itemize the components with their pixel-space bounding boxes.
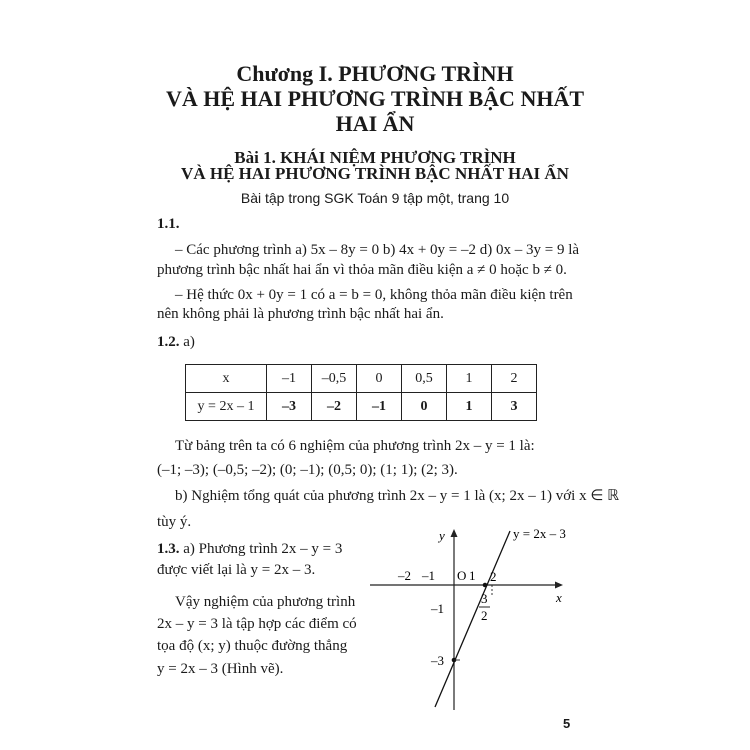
table-cell: 2 (492, 365, 537, 393)
values-table (185, 364, 537, 421)
x-tick-label: –1 (422, 568, 435, 583)
ex1-2-line2: (–1; –3); (–0,5; –2); (0; –1); (0,5; 0); (1; 1); (2; 3). (157, 462, 458, 478)
x-tick-label: 1 (469, 568, 476, 583)
lesson-title-line1: Bài 1. KHÁI NIỆM PHƯƠNG TRÌNH (234, 148, 516, 167)
exercise-1-2-part-a: a) (183, 334, 195, 350)
root-denominator: 2 (481, 608, 488, 623)
ex1-2-line4: tùy ý. (157, 514, 192, 530)
exercise-1-1-label: 1.1. (157, 216, 180, 232)
table-row-y (186, 393, 537, 421)
point-x-intercept (483, 583, 488, 588)
y-tick-label: –3 (431, 653, 444, 668)
ex1-3-line5: tọa độ (x; y) thuộc đường thẳng (157, 638, 348, 654)
ex1-3-line6: y = 2x – 3 (Hình vẽ). (157, 661, 284, 677)
table-cell: –2 (312, 393, 357, 421)
chapter-title-line3: HAI ẨN (335, 111, 415, 136)
x-axis-arrow-icon (555, 582, 563, 589)
y-tick-label: –1 (431, 601, 444, 616)
y-axis-label: y (439, 528, 445, 543)
ex1-3-line3: Vậy nghiệm của phương trình (175, 594, 356, 610)
table-cell: –1 (357, 393, 402, 421)
line-graph (360, 515, 575, 715)
line-label: y = 2x – 3 (513, 526, 566, 541)
x-axis-label: x (556, 590, 562, 605)
table-cell: 1 (447, 365, 492, 393)
exercise-1-2-label: 1.2. (157, 334, 180, 350)
lesson-title-line2: VÀ HỆ HAI PHƯƠNG TRÌNH BẬC NHẤT HAI ẨN (181, 164, 569, 183)
ex1-1-line4: nên không phải là phương trình bậc nhất hai ẩn. (157, 306, 444, 322)
table-cell: 0 (402, 393, 447, 421)
ex1-1-line3: – Hệ thức 0x + 0y = 1 có a = b = 0, không thỏa mãn điều kiện trên (175, 287, 573, 303)
ex1-2-line1: Từ bảng trên ta có 6 nghiệm của phương trình 2x – y = 1 là: (175, 438, 535, 454)
ex1-1-line1: – Các phương trình a) 5x – 8y = 0 b) 4x + 0y = –2 d) 0x – 3y = 9 là (175, 242, 580, 258)
exercise-1-3-label: 1.3. (157, 541, 180, 557)
table-cell: 0,5 (402, 365, 447, 393)
page-number: 5 (563, 716, 571, 731)
ex1-3-line1-text: a) Phương trình 2x – y = 3 (183, 541, 343, 557)
x-tick-label: 2 (490, 569, 497, 584)
root-numerator: 3 (481, 591, 488, 606)
ex1-3-line2: được viết lại là y = 2x – 3. (157, 562, 316, 578)
chapter-title-line1: Chương I. PHƯƠNG TRÌNH (236, 61, 514, 86)
graph-line (435, 531, 510, 707)
table-cell: 0 (357, 365, 402, 393)
ex1-1-line2: phương trình bậc nhất hai ẩn vì thỏa mãn điều kiện a ≠ 0 hoặc b ≠ 0. (157, 262, 567, 278)
table-cell: –0,5 (312, 365, 357, 393)
table-row-x (186, 365, 537, 393)
table-cell: –1 (267, 365, 312, 393)
ex1-3-line1 (157, 540, 342, 558)
table-cell: –3 (267, 393, 312, 421)
x-tick-label: –2 (398, 568, 411, 583)
table-head-y: y = 2x – 1 (186, 393, 267, 421)
chapter-title-line2: VÀ HỆ HAI PHƯƠNG TRÌNH BẬC NHẤT (165, 86, 585, 111)
ex1-2-line3: b) Nghiệm tổng quát của phương trình 2x – y = 1 là (x; 2x – 1) với x ∈ ℝ (175, 488, 620, 504)
origin-label: O (457, 568, 467, 583)
table-cell: 1 (447, 393, 492, 421)
table-cell: 3 (492, 393, 537, 421)
ex1-3-line4: 2x – y = 3 là tập hợp các điểm có (157, 616, 357, 632)
exercise-1-2-heading (157, 333, 195, 351)
y-axis-arrow-icon (451, 529, 458, 537)
table-head-x: x (186, 365, 267, 393)
lesson-subtitle: Bài tập trong SGK Toán 9 tập một, trang 10 (240, 190, 510, 206)
